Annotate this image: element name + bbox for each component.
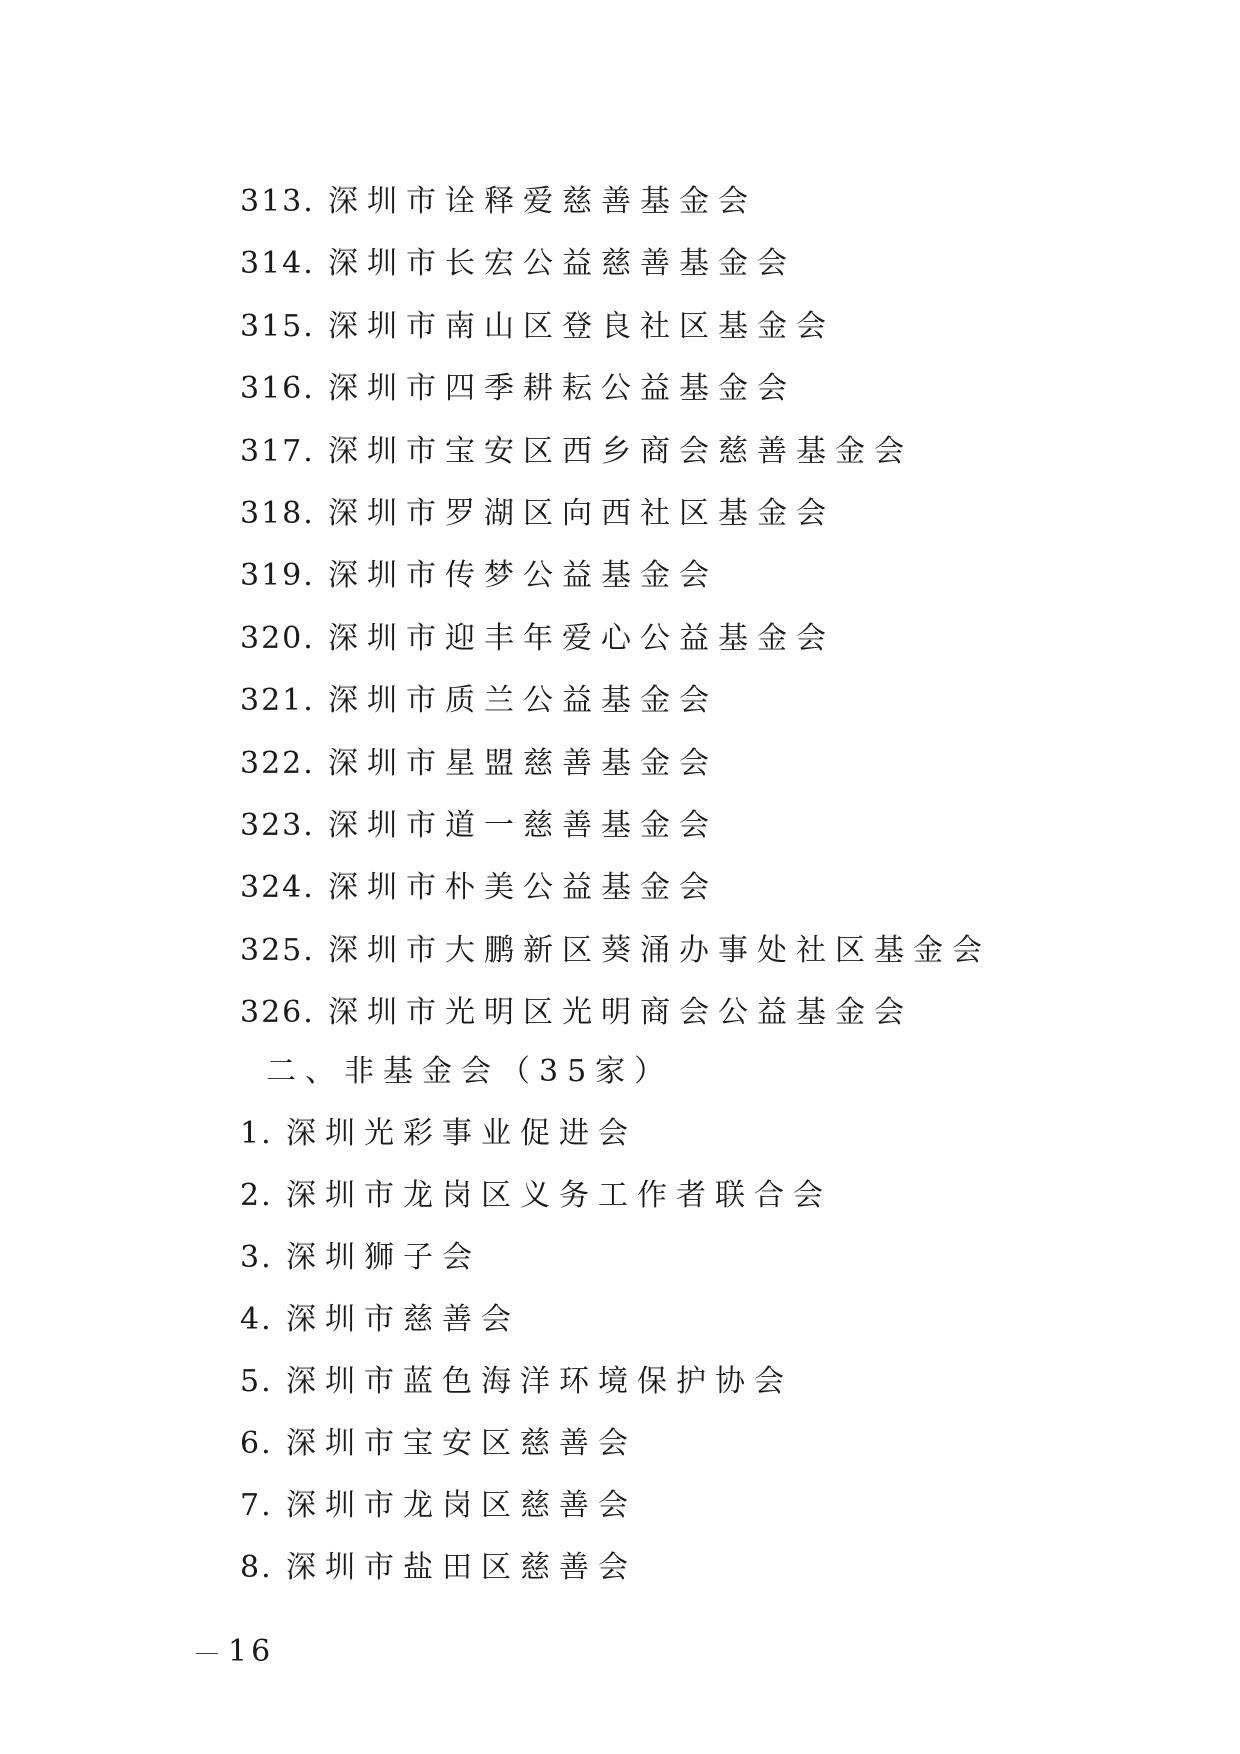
list-item (240, 987, 991, 1049)
list-item (240, 1170, 832, 1232)
item-name: 深圳市迎丰年爱心公益基金会 (328, 620, 835, 656)
list-item (240, 363, 991, 425)
item-name: 深圳市星盟慈善基金会 (328, 745, 718, 781)
item-number: 7. (240, 1488, 273, 1523)
item-number: 322. (240, 745, 315, 781)
item-name: 深圳市诠释爱慈善基金会 (328, 184, 757, 219)
item-name: 深圳市蓝色海洋环境保护协会 (286, 1364, 793, 1399)
item-number: 319. (240, 558, 315, 594)
list-item (240, 613, 991, 675)
page-number (196, 1634, 274, 1669)
list-item (240, 1232, 832, 1294)
list-item (240, 488, 991, 550)
item-number: 321. (240, 683, 315, 719)
list-item (240, 1542, 832, 1604)
item-number: 4. (240, 1302, 273, 1337)
section-heading: 二、非基金会（35家） (266, 1054, 674, 1089)
item-number: 314. (240, 246, 315, 282)
page-number-dash (196, 1653, 218, 1654)
item-name: 深圳市罗湖区向西社区基金会 (328, 495, 835, 531)
item-name: 深圳市道一慈善基金会 (328, 807, 718, 843)
item-number: 3. (240, 1240, 273, 1275)
list-item (240, 301, 991, 363)
item-name: 深圳市传梦公益基金会 (328, 558, 718, 594)
item-name: 深圳市龙岗区义务工作者联合会 (286, 1178, 832, 1213)
list-item (240, 800, 991, 862)
item-name: 深圳市宝安区慈善会 (286, 1426, 637, 1461)
item-name: 深圳市慈善会 (286, 1302, 520, 1337)
list-item (240, 550, 991, 612)
item-name: 深圳市质兰公益基金会 (328, 683, 718, 719)
item-name: 深圳市龙岗区慈善会 (286, 1488, 637, 1523)
item-name: 深圳狮子会 (286, 1240, 481, 1275)
item-name: 深圳市大鹏新区葵涌办事处社区基金会 (328, 932, 991, 968)
list-item (240, 1356, 832, 1418)
item-number: 6. (240, 1426, 273, 1461)
item-name: 深圳市朴美公益基金会 (328, 870, 718, 906)
page-number-value: 16 (228, 1634, 275, 1669)
item-name: 深圳市光明区光明商会公益基金会 (328, 995, 913, 1031)
list-item (240, 176, 991, 238)
item-name: 深圳市盐田区慈善会 (286, 1550, 637, 1585)
item-number: 2. (240, 1178, 273, 1213)
item-name: 深圳市宝安区西乡商会慈善基金会 (328, 433, 913, 469)
item-number: 8. (240, 1550, 273, 1585)
foundation-list (240, 176, 991, 1049)
list-item (240, 1480, 832, 1542)
list-item (240, 862, 991, 924)
list-item (240, 925, 991, 987)
item-number: 313. (240, 184, 315, 219)
item-number: 1. (240, 1116, 273, 1151)
list-item (240, 738, 991, 800)
item-number: 318. (240, 495, 315, 531)
list-item (240, 238, 991, 300)
item-number: 325. (240, 932, 315, 968)
item-name: 深圳市长宏公益慈善基金会 (328, 246, 796, 282)
item-number: 324. (240, 870, 315, 906)
list-item (240, 675, 991, 737)
item-number: 315. (240, 308, 315, 344)
list-item (240, 1294, 832, 1356)
item-number: 326. (240, 995, 315, 1031)
item-number: 316. (240, 371, 315, 407)
list-item (240, 1108, 832, 1170)
item-name: 深圳市四季耕耘公益基金会 (328, 371, 796, 407)
list-item (240, 426, 991, 488)
item-number: 320. (240, 620, 315, 656)
list-item (240, 1418, 832, 1480)
item-number: 323. (240, 807, 315, 843)
item-number: 5. (240, 1364, 273, 1399)
item-number: 317. (240, 433, 315, 469)
non-foundation-list (240, 1108, 832, 1604)
item-name: 深圳市南山区登良社区基金会 (328, 308, 835, 344)
item-name: 深圳光彩事业促进会 (286, 1116, 637, 1151)
